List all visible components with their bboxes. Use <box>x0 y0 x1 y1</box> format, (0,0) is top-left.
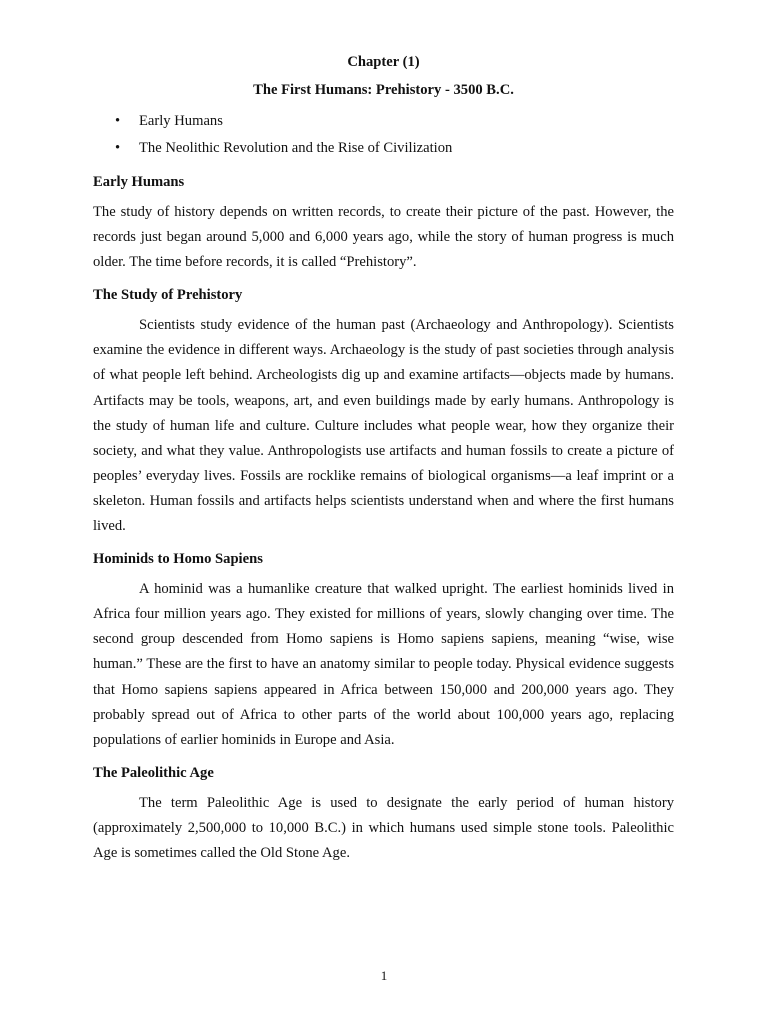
topic-label: Early Humans <box>139 113 223 129</box>
chapter-title: Chapter (1) <box>347 54 420 70</box>
document-page <box>93 52 674 866</box>
topic-label: The Neolithic Revolution and the Rise of Civilization <box>139 140 453 156</box>
topic-list-item <box>93 135 674 162</box>
chapter-subtitle: The First Humans: Prehistory - 3500 B.C. <box>253 82 514 98</box>
section-heading-study-of-prehistory: The Study of Prehistory <box>93 287 243 304</box>
bullet-icon: • <box>115 113 121 129</box>
topic-list <box>93 108 674 162</box>
section-heading-hominids: Hominids to Homo Sapiens <box>93 551 263 568</box>
section-paragraph-study-of-prehistory: Scientists study evidence of the human past (Archaeology and Anthropology). Scientists examine the evidence in different ways. Archaeology is the study of past societies through analysis of what people left behind. Archeologists dig up and examine artifacts—objects made by humans. Artifacts may be tools, weapons, art, and even buildings made by early humans. Anthropology is the study of human life and culture. Culture includes what people wear, how they organize their society, and what they value. Anthropologists use artifacts and human fossils to create a picture of peoples’ everyday lives. Fossils are rocklike remains of biological organisms—a leaf imprint or a skeleton. Human fossils and artifacts helps scientists understand when and where the first humans lived. <box>93 317 674 535</box>
topic-list-item <box>93 108 674 135</box>
section-heading-early-humans: Early Humans <box>93 174 185 190</box>
section-paragraph-paleolithic-age: The term Paleolithic Age is used to designate the early period of human history (approximately 2,500,000 to 10,000 B.C.) in which humans used simple stone tools. Paleolithic Age is sometimes called the Old Stone Age. <box>93 794 674 861</box>
page-number: 1 <box>380 968 388 983</box>
section-paragraph-hominids: A hominid was a humanlike creature that walked upright. The earliest hominids lived in Africa four million years ago. They existed for millions of years, slowly changing over time. The second group descended from Homo sapiens is Homo sapiens sapiens, meaning “wise, wise human.” These are the first to have an anatomy similar to people today. Physical evidence suggests that Homo sapiens sapiens appeared in Africa between 150,000 and 200,000 years ago. They probably spread out of Africa to other parts of the world about 100,000 years ago, replacing populations of earlier hominids in Europe and Asia. <box>93 581 674 748</box>
section-heading-paleolithic-age: The Paleolithic Age <box>93 764 214 781</box>
section-paragraph-early-humans: The study of history depends on written records, to create their picture of the past. However, the records just began around 5,000 and 6,000 years ago, while the story of human progress is much older. The time before records, it is called “Prehistory”. <box>93 204 674 271</box>
bullet-icon: • <box>115 140 121 156</box>
